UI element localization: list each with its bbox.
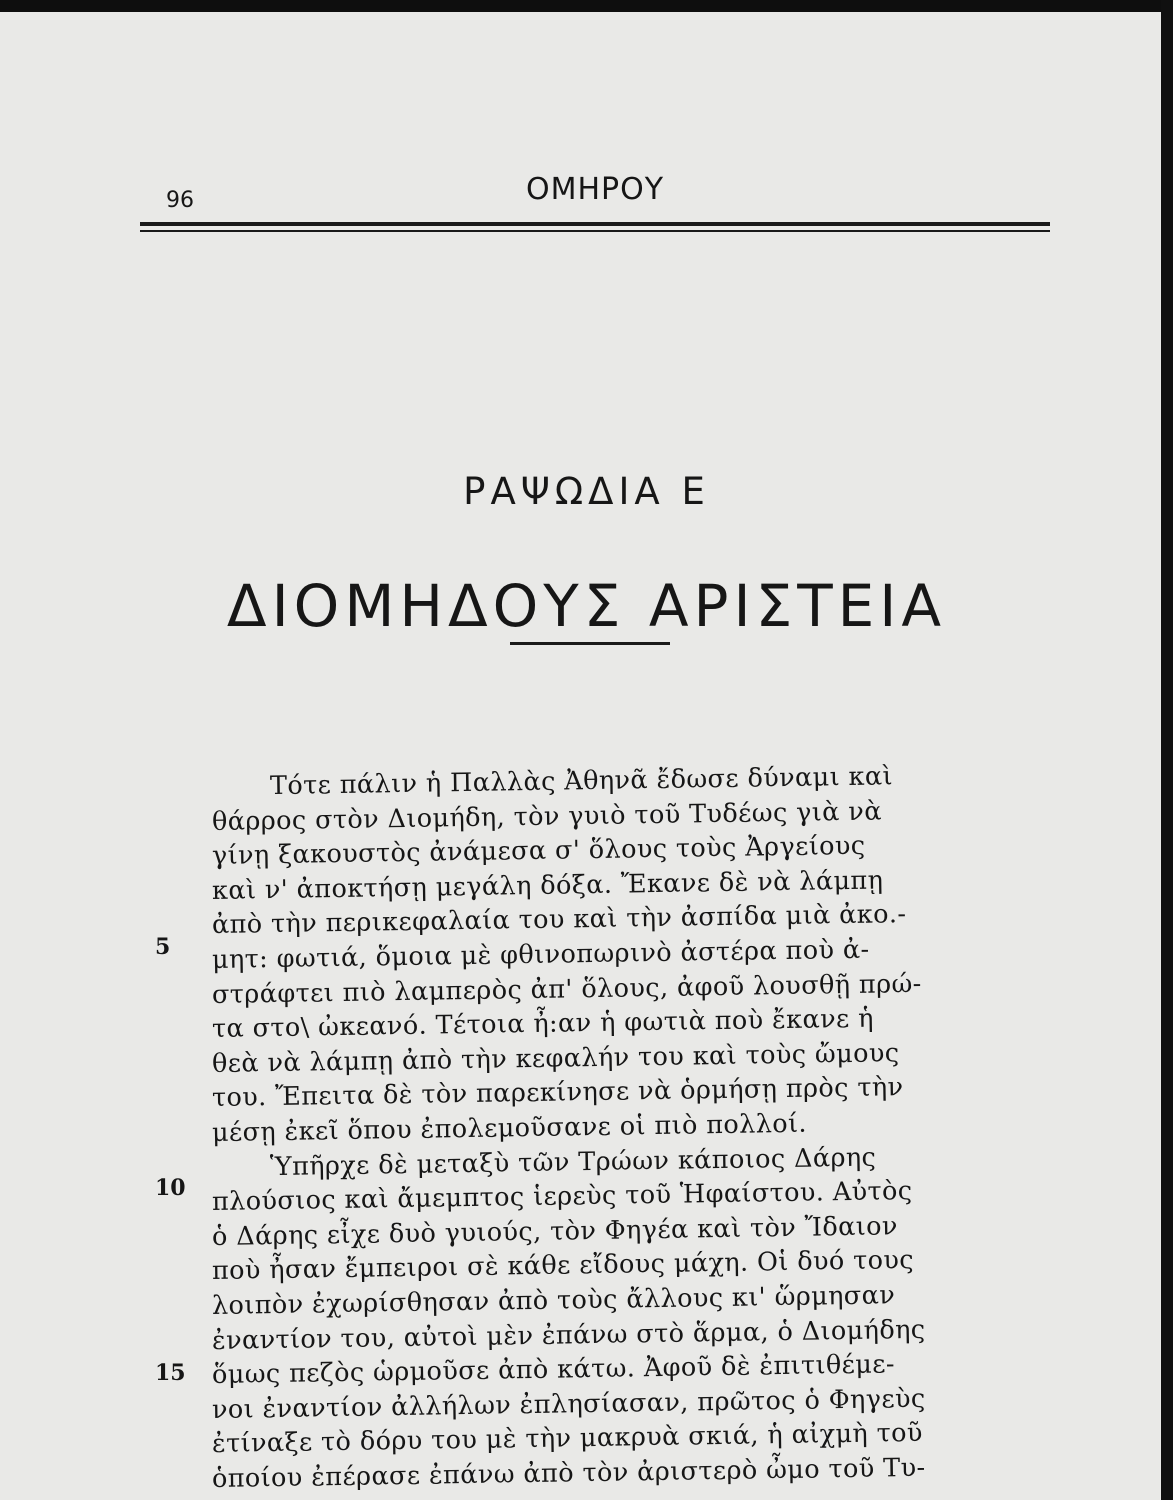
text-line: ὅμως πεζὸς ὡρμοῦσε ἀπὸ κάτω. Ἀφοῦ δὲ ἐπιτιθέμε- bbox=[211, 1349, 896, 1391]
text-line: πλούσιος καὶ ἄμεμπτος ἱερεὺς τοῦ Ἡφαίστου. Αὐτὸς bbox=[211, 1176, 913, 1218]
text-line: γίνῃ ξακουστὸς ἀνάμεσα σ' ὅλους τοὺς Ἀργείους bbox=[211, 830, 866, 872]
body-text bbox=[211, 761, 1062, 1496]
text-line: θάρρος στὸν Διομήδη, τὸν γυιὸ τοῦ Τυδέως γιὰ νὰ bbox=[211, 796, 883, 837]
header-rule-thin bbox=[140, 230, 1050, 232]
scan-edge-right bbox=[1161, 0, 1173, 1500]
line-number-10: 10 bbox=[155, 1175, 186, 1201]
text-line: ἐναντίον του, αὐτοὶ μὲν ἐπάνω στὸ ἅρμα, ὁ Διομήδης bbox=[211, 1314, 926, 1356]
scan-edge-top bbox=[0, 0, 1173, 12]
text-line: ἀπὸ τὴν περικεφαλαία του καὶ τὴν ἀσπίδα μιὰ ἀκο.- bbox=[211, 899, 907, 941]
page-number: 96 bbox=[166, 188, 194, 213]
text-line: λοιπὸν ἐχωρίσθησαν ἀπὸ τοὺς ἄλλους κι' ὥρμησαν bbox=[211, 1280, 896, 1321]
page-header bbox=[140, 168, 1050, 238]
text-line: θεὰ νὰ λάμπῃ ἀπὸ τὴν κεφαλήν του καὶ τοὺς ὤμους bbox=[211, 1037, 900, 1079]
line-number-15: 15 bbox=[155, 1360, 186, 1386]
title-underline bbox=[510, 642, 670, 645]
text-line: Ὑπῆρχε δὲ μεταξὺ τῶν Τρώων κάποιος Δάρης bbox=[269, 1142, 877, 1182]
text-line: ὁ Δάρης εἶχε δυὸ γυιούς, τὸν Φηγέα καὶ τὸν Ἴδαιον bbox=[211, 1210, 898, 1252]
text-line: μητ: φωτιά, ὅμοια μὲ φθινοπωρινὸ ἀστέρα ποὺ ἀ- bbox=[211, 934, 870, 975]
running-title: ΟΜΗΡΟΥ bbox=[525, 172, 665, 207]
text-line: ποὺ ἦσαν ἔμπειροι σὲ κάθε εἴδους μάχη. Οἱ δυό τους bbox=[211, 1245, 915, 1287]
header-rule-thick bbox=[140, 222, 1050, 226]
text-line: Τότε πάλιν ἡ Παλλὰς Ἀθηνᾶ ἔδωσε δύναμι καὶ bbox=[269, 761, 894, 802]
rhapsody-label: ΡΑΨΩΔΙΑ Ε bbox=[463, 470, 710, 513]
text-line: νοι ἐναντίον ἀλλήλων ἐπλησίασαν, πρῶτος ὁ Φηγεὺς bbox=[211, 1383, 926, 1425]
text-line: καὶ ν' ἀποκτήσῃ μεγάλη δόξα. Ἔκανε δὲ νὰ λάμπῃ bbox=[211, 865, 884, 906]
text-line: τα στο\ ὠκεανό. Τέτοια ἦ:αν ἡ φωτιὰ ποὺ ἔκανε ἡ bbox=[211, 1003, 874, 1045]
book-title: ΔΙΟΜΗΔΟΥΣ ΑΡΙΣΤΕΙΑ bbox=[226, 572, 947, 640]
text-line: μέσῃ ἐκεῖ ὅπου ἐπολεμοῦσανε οἱ πιὸ πολλοί. bbox=[211, 1108, 808, 1148]
line-number-5: 5 bbox=[155, 934, 171, 960]
text-line: του. Ἔπειτα δὲ τὸν παρεκίνησε νὰ ὁρμήσῃ πρὸς τὴν bbox=[211, 1072, 904, 1114]
text-line: στράφτει πιὸ λαμπερὸς ἀπ' ὅλους, ἀφοῦ λουσθῇ πρώ- bbox=[211, 968, 922, 1010]
text-line: ἐτίναξε τὸ δόρυ του μὲ τὴν μακρυὰ σκιά, ἡ αἰχμὴ τοῦ bbox=[211, 1418, 924, 1460]
text-line: ὁποίου ἐπέρασε ἐπάνω ἀπὸ τὸν ἀριστερὸ ὦμο τοῦ Τυ- bbox=[211, 1452, 926, 1494]
